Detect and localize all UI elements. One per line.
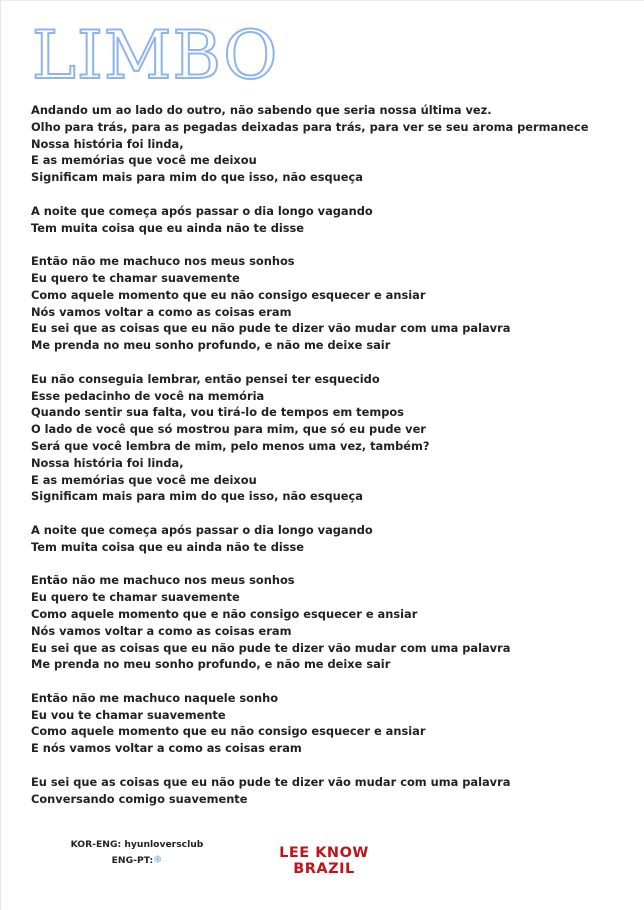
- lyric-stanza: [31, 102, 631, 186]
- lyric-stanza: [31, 522, 631, 556]
- lyric-line: Eu quero te chamar suavemente: [31, 270, 240, 285]
- lyric-line: Será que você lembra de mim, pelo menos uma vez, também?: [31, 438, 430, 453]
- credit-eng-pt: [57, 852, 217, 868]
- lyric-line: Significam mais para mim do que isso, não esqueça: [31, 170, 363, 185]
- lyric-line: Significam mais para mim do que isso, não esqueça: [31, 489, 363, 504]
- lyric-stanza: [31, 371, 631, 505]
- lyric-line: Nossa história foi linda,: [31, 455, 184, 470]
- lyric-line: Então não me machuco nos meus sonhos: [31, 254, 295, 269]
- lyric-line: Eu vou te chamar suavemente: [31, 707, 226, 722]
- lyric-line: Então não me machuco naquele sonho: [31, 690, 279, 705]
- lyric-line: Nossa história foi linda,: [31, 136, 184, 151]
- lyric-line: Tem muita coisa que eu ainda não te disse: [31, 220, 305, 235]
- lyric-line: Como aquele momento que eu não consigo esquecer e ansiar: [31, 724, 426, 739]
- lyric-line: E as memórias que você me deixou: [31, 472, 257, 487]
- credit-kor-eng: KOR-ENG: hyunloversclub: [70, 839, 204, 850]
- lyric-line: O lado de você que só mostrou para mim, que só eu pude ver: [31, 422, 426, 437]
- lyric-line: Me prenda no meu sonho profundo, e não me deixe sair: [31, 657, 391, 672]
- lyric-line: E as memórias que você me deixou: [31, 153, 257, 168]
- lyric-stanza: [31, 572, 631, 673]
- lyric-stanza: [31, 690, 631, 757]
- translation-credits: [57, 837, 217, 868]
- lyric-line: Conversando comigo suavemente: [31, 791, 248, 806]
- lyric-line: E nós vamos voltar a como as coisas eram: [31, 741, 302, 756]
- lyric-stanza: [31, 774, 631, 808]
- lyric-line: Eu sei que as coisas que eu não pude te dizer vão mudar com uma palavra: [31, 640, 511, 655]
- lyric-line: Eu sei que as coisas que eu não pude te dizer vão mudar com uma palavra: [31, 321, 511, 336]
- lyric-stanza: [31, 253, 631, 354]
- snowflake-icon: ❄: [153, 853, 163, 866]
- lyric-line: Eu quero te chamar suavemente: [31, 590, 240, 605]
- lyric-line: Esse pedacinho de você na memória: [31, 388, 265, 403]
- credit-eng-pt-label: ENG-PT:: [111, 855, 154, 866]
- lyric-line: Então não me machuco nos meus sonhos: [31, 573, 295, 588]
- lyric-line: Eu não conseguia lembrar, então pensei ter esquecido: [31, 371, 380, 386]
- lyric-line: A noite que começa após passar o dia longo vagando: [31, 522, 373, 537]
- lyric-line: Nós vamos voltar a como as coisas eram: [31, 623, 292, 638]
- lyrics-body: [31, 102, 631, 824]
- lyric-line: A noite que começa após passar o dia longo vagando: [31, 203, 373, 218]
- page-title: LIMBO: [32, 17, 279, 94]
- lyric-line: Eu sei que as coisas que eu não pude te dizer vão mudar com uma palavra: [31, 774, 511, 789]
- lyric-line: Como aquele momento que e não consigo esquecer e ansiar: [31, 606, 418, 621]
- lyric-line: Me prenda no meu sonho profundo, e não me deixe sair: [31, 338, 391, 353]
- lyric-line: Andando um ao lado do outro, não sabendo que seria nossa última vez.: [31, 103, 492, 117]
- lyric-line: Tem muita coisa que eu ainda não te disse: [31, 539, 305, 554]
- brand-logo: [269, 845, 379, 877]
- brand-line-2: BRAZIL: [293, 861, 355, 877]
- lyric-stanza: [31, 203, 631, 237]
- lyric-line: Olho para trás, para as pegadas deixadas para trás, para ver se seu aroma permanece: [31, 119, 589, 134]
- brand-line-1: LEE KNOW: [279, 845, 369, 861]
- lyric-line: Como aquele momento que eu não consigo esquecer e ansiar: [31, 287, 426, 302]
- lyric-line: Quando sentir sua falta, vou tirá-lo de tempos em tempos: [31, 405, 404, 420]
- lyric-line: Nós vamos voltar a como as coisas eram: [31, 304, 292, 319]
